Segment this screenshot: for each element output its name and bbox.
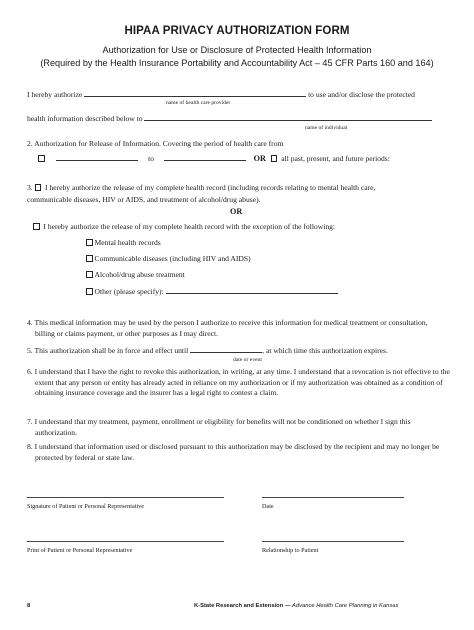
relationship-label: Relationship to Patient [262, 547, 319, 554]
item-8-text: 8. I understand that information used or disclosed pursuant to this authorization may be disclosed by the recipient and may no longer be protected by federal or state law. [27, 442, 440, 462]
item-2-period-row: to OR all past, present, and future periods: [38, 153, 390, 164]
form-title: HIPAA PRIVACY AUTHORIZATION FORM [124, 25, 350, 37]
exception-item-mental-health: Mental health records [86, 238, 161, 248]
signature-label: Signature of Patient or Personal Representative [27, 503, 145, 510]
exception-item-other: Other (please specify): [86, 286, 338, 297]
item-2-text: 2. Authorization for Release of Information. Covering the period of health care from [27, 139, 284, 148]
exception-item-alcohol-drug: Alcohol/drug abuse treatment [86, 270, 185, 280]
date-line[interactable] [262, 497, 404, 498]
or-separator: OR [230, 207, 243, 216]
mental-health-checkbox[interactable] [86, 239, 93, 246]
provider-name-field[interactable] [84, 89, 306, 97]
print-name-line[interactable] [27, 541, 224, 542]
other-checkbox[interactable] [86, 288, 93, 295]
individual-caption: name of individual [305, 125, 348, 131]
disclose-to-line: health information described below to [27, 113, 432, 124]
item-3-complete-release: 3. I hereby authorize the release of my complete health record (including records relating to mental health care, [27, 183, 376, 192]
item-3-continuation: communicable diseases, HIV or AIDS, and treatment of alcohol/drug abuse). [27, 195, 261, 204]
relationship-line[interactable] [262, 541, 404, 542]
print-name-label: Print of Patient or Personal Representative [27, 547, 133, 554]
item-5-line: 5. This authorization shall be in force and effect until , at which time this authorization expires. [27, 346, 388, 355]
complete-release-checkbox[interactable] [35, 184, 42, 191]
communicable-checkbox[interactable] [86, 255, 93, 262]
signature-line[interactable] [27, 497, 224, 498]
form-subtitle: Authorization for Use or Disclosure of Protected Health Information [102, 45, 372, 55]
footer-credit: K-State Research and Extension — Advance Health Care Planning in Kansas [194, 603, 399, 609]
other-specify-field[interactable] [166, 286, 338, 294]
form-regulation-note: (Required by the Health Insurance Portability and Accountability Act – 45 CFR Parts 160 and 164) [40, 58, 434, 68]
all-periods-checkbox[interactable] [271, 155, 278, 162]
individual-name-field[interactable] [144, 113, 432, 121]
authorize-line: I hereby authorize to use and/or disclose the protected [27, 90, 415, 99]
page-number: 8 [27, 603, 31, 609]
provider-caption: name of health care provider [166, 100, 231, 106]
date-event-caption: date or event [233, 357, 262, 363]
item-4-text: 4. This medical information may be used by the person I authorize to receive this information for medical treatment or consultation, billing or claims payment, or other purposes as I may direct. [27, 318, 428, 338]
period-from-field[interactable] [56, 153, 138, 161]
period-to-field[interactable] [164, 153, 246, 161]
date-label: Date [262, 503, 274, 510]
exception-item-communicable: Communicable diseases (including HIV and AIDS) [86, 254, 251, 264]
expiration-field[interactable] [190, 345, 262, 353]
item-6-text: 6. I understand that I have the right to revoke this authorization, in writing, at any time. I understand that a revocation is not effective to the extent that any person or entity has already acted in reliance on my authorization or if my authorization was obtained as a condition of obtaining insurance coverage and the insurer has a legal right to contest a claim. [27, 367, 450, 398]
period-checkbox[interactable] [38, 155, 45, 162]
exceptions-release-checkbox[interactable] [33, 223, 40, 230]
item-3-exceptions-release: I hereby authorize the release of my complete health record with the exception of the following: [33, 222, 335, 232]
item-7-text: 7. I understand that my treatment, payment, enrollment or eligibility for benefits will not be conditioned on whether I sign this authorization. [27, 417, 411, 437]
alcohol-drug-checkbox[interactable] [86, 271, 93, 278]
